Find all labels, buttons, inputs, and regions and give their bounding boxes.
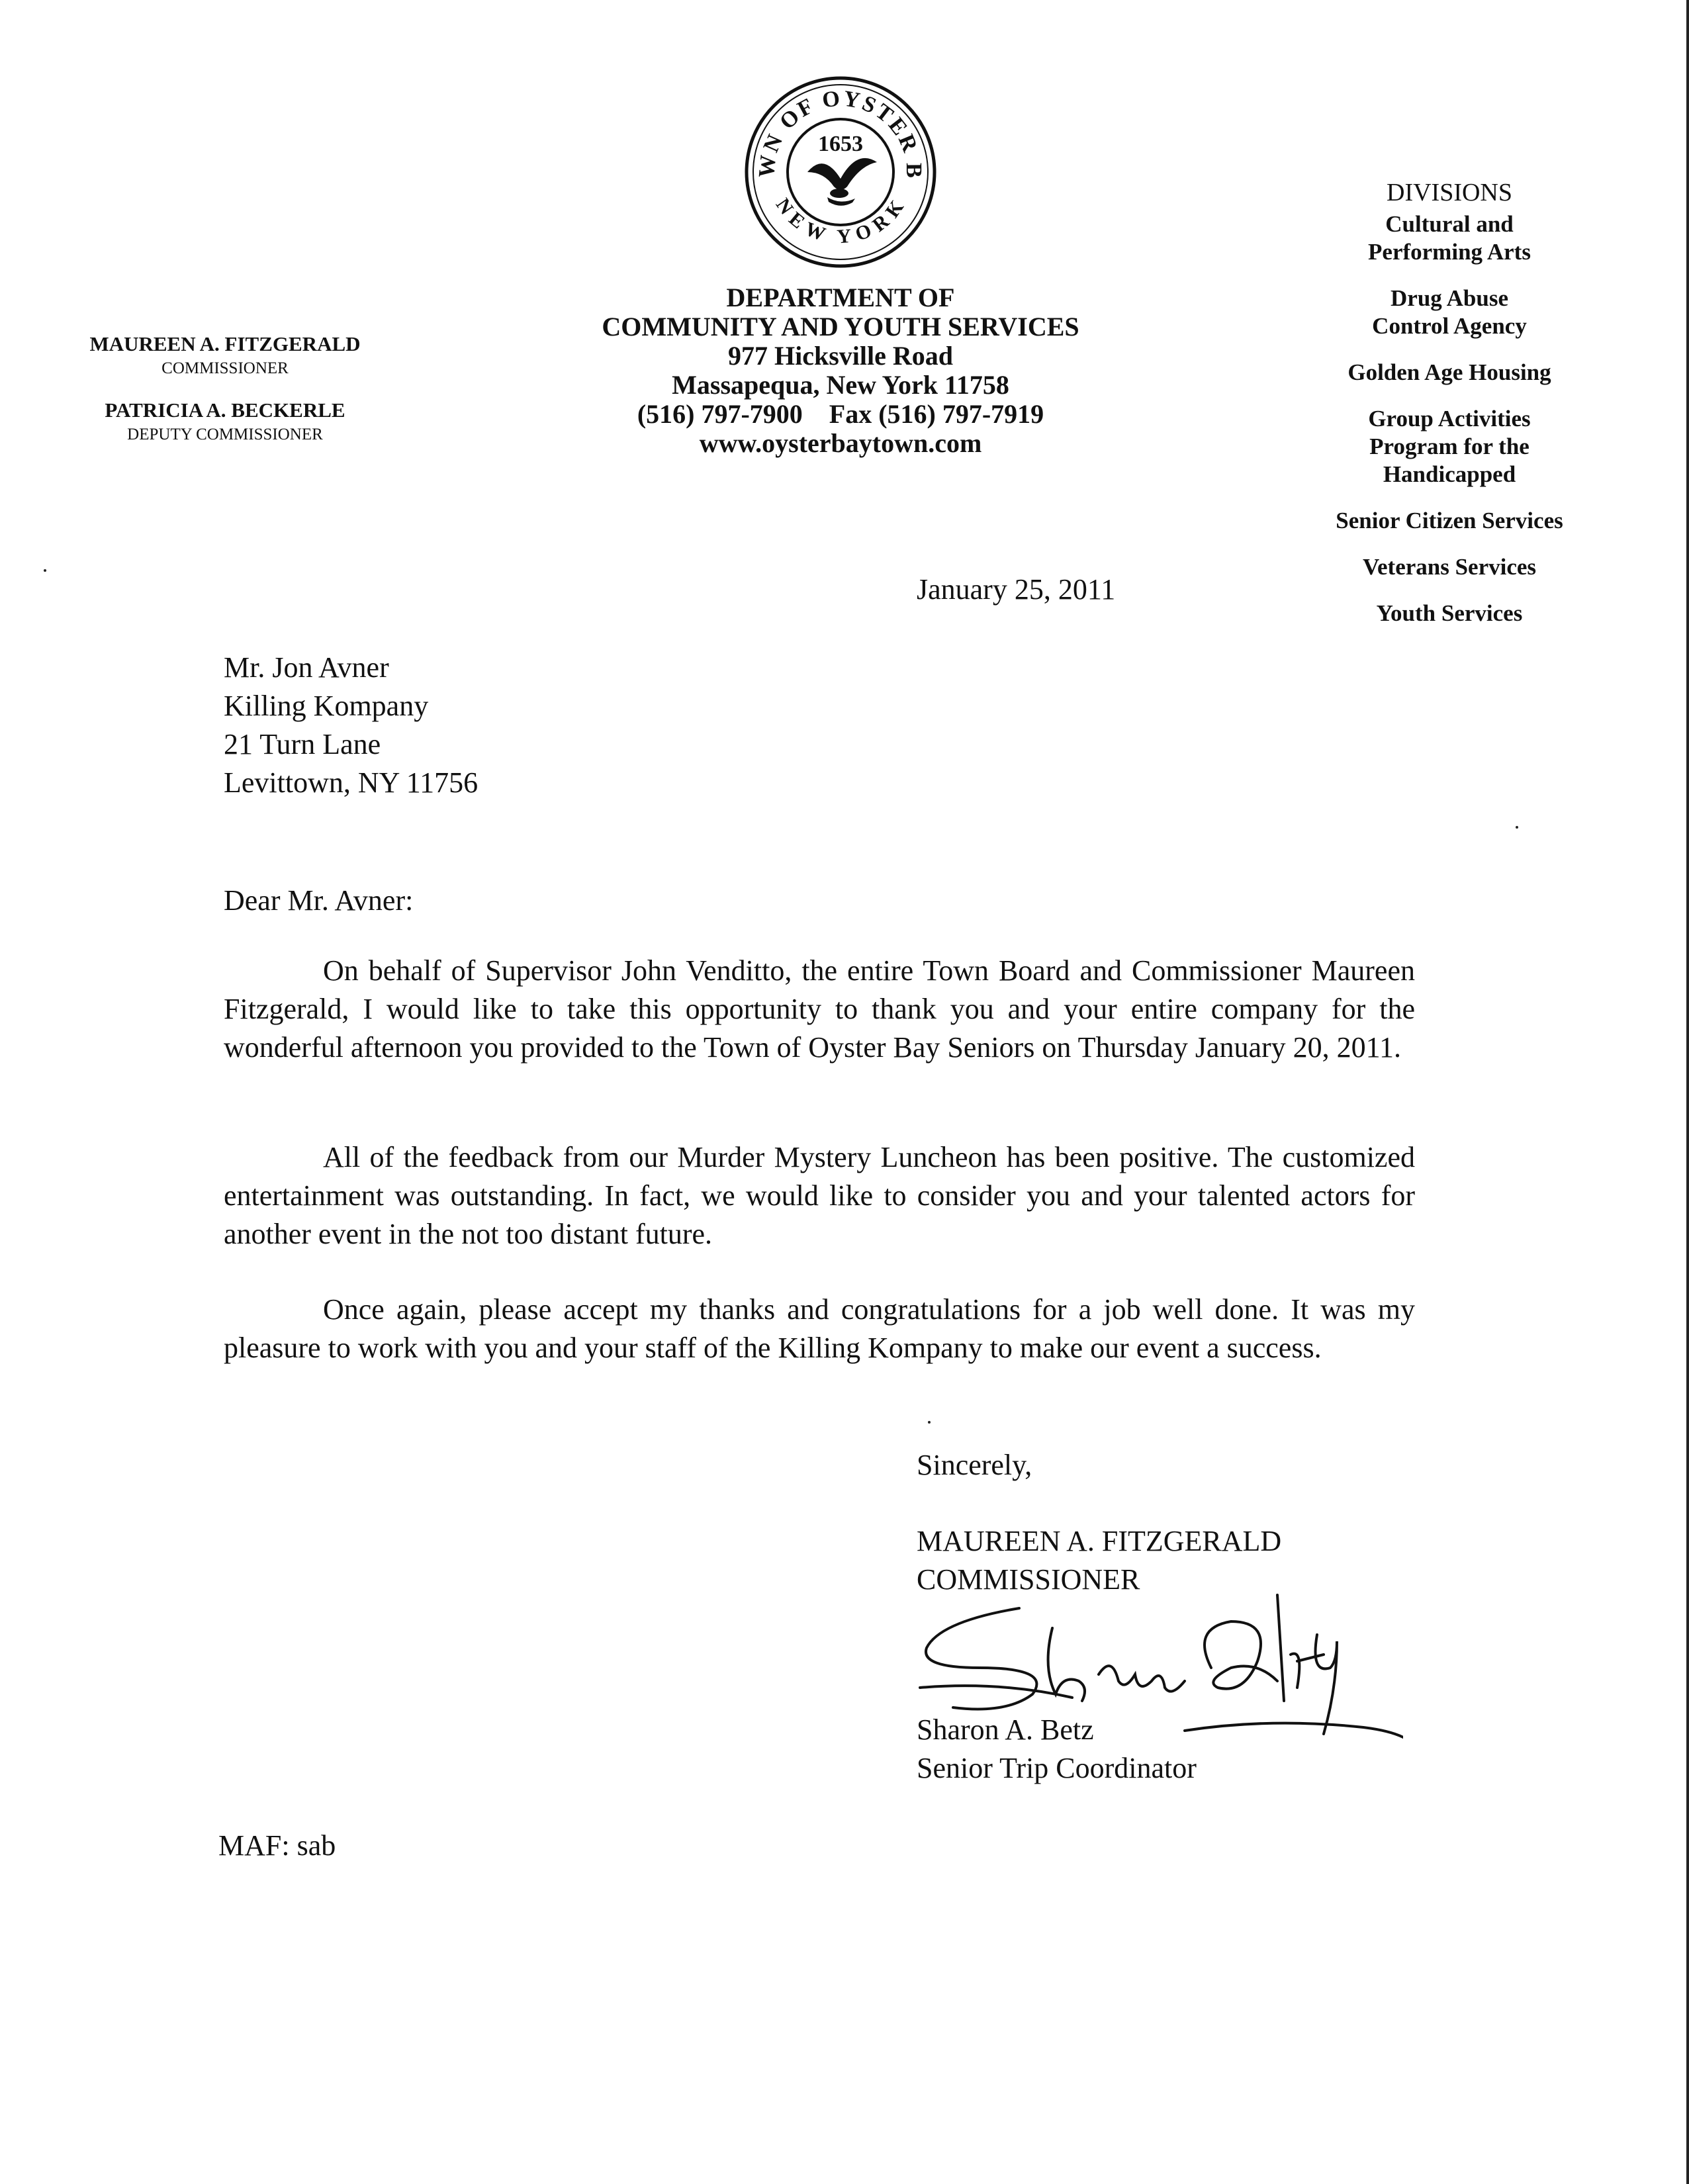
sign-name: MAUREEN A. FITZGERALD <box>917 1525 1282 1557</box>
dept-city: Massapequa, New York 11758 <box>672 370 1009 400</box>
seal-ring-top: WN OF OYSTER B <box>754 86 927 180</box>
division-cultural-1: Cultural and <box>1385 211 1514 237</box>
division-cultural-2: Performing Arts <box>1368 239 1531 265</box>
recipient-line: 21 Turn Lane <box>224 728 381 760</box>
dept-line2: COMMUNITY AND YOUTH SERVICES <box>602 312 1079 341</box>
division-golden-age: Golden Age Housing <box>1347 359 1551 385</box>
division-drug-2: Control Agency <box>1372 313 1527 339</box>
dept-street: 977 Hicksville Road <box>727 341 954 371</box>
recipient-line: Killing Kompany <box>224 690 429 722</box>
scan-speck <box>928 1421 931 1424</box>
division-veterans: Veterans Services <box>1362 554 1537 580</box>
sign-title: COMMISSIONER <box>917 1563 1140 1596</box>
body-paragraph <box>224 1291 1415 1367</box>
body-paragraph <box>224 1138 1415 1253</box>
commissioner-title: COMMISSIONER <box>161 359 289 377</box>
scan-speck <box>1516 826 1518 829</box>
paragraph-text: On behalf of Supervisor John Venditto, the entire Town Board and Commissioner Maureen Fitzgerald, I would like to take this opportunity to thank you and your entire company for the wonderful afternoon you provided to the Town of Oyster Bay Seniors on Thursday January 20, 2011. <box>224 954 1415 1064</box>
division-group-2: Program for the <box>1369 433 1529 459</box>
svg-text:TOWN OF OYSTER BAY <box>741 73 926 180</box>
recipient-address <box>224 649 478 802</box>
reference-initials: MAF: sab <box>218 1829 336 1862</box>
seal-ring-bottom: NEW YORK <box>771 194 910 248</box>
officers-block <box>26 331 424 446</box>
division-group-1: Group Activities <box>1368 406 1531 432</box>
letter-date: January 25, 2011 <box>917 573 1116 606</box>
signer-block <box>917 1711 1197 1788</box>
town-seal <box>741 73 940 271</box>
seagull-icon <box>807 158 877 206</box>
division-group-3: Handicapped <box>1383 461 1516 487</box>
body-paragraph <box>224 952 1415 1067</box>
recipient-line: Levittown, NY 11756 <box>224 766 479 799</box>
salutation: Dear Mr. Avner: <box>224 884 414 917</box>
department-header <box>543 283 1138 458</box>
scan-edge <box>1686 0 1689 2184</box>
closing: Sincerely, <box>917 1449 1032 1481</box>
commissioner-name: MAUREEN A. FITZGERALD <box>89 332 361 355</box>
paragraph-text: All of the feedback from our Murder Mystery Luncheon has been positive. The customized entertainment was outstanding. In fact, we would like to consider you and your talented actors for another event in the not too distant future. <box>224 1141 1415 1250</box>
dept-website: www.oysterbaytown.com <box>699 428 982 458</box>
signer-title: Senior Trip Coordinator <box>917 1752 1197 1784</box>
divisions-heading: DIVISIONS <box>1387 179 1512 206</box>
seal-year: 1653 <box>818 132 863 156</box>
paragraph-text: Once again, please accept my thanks and congratulations for a job well done. It was my pleasure to work with you and your staff of the Killing Kompany to make our event a success. <box>224 1293 1415 1364</box>
deputy-name: PATRICIA A. BECKERLE <box>105 398 345 422</box>
signer-name: Sharon A. Betz <box>917 1713 1094 1746</box>
division-drug-1: Drug Abuse <box>1391 285 1508 311</box>
deputy-title: DEPUTY COMMISSIONER <box>127 426 323 443</box>
dept-line1: DEPARTMENT OF <box>726 283 955 312</box>
division-youth: Youth Services <box>1376 600 1523 626</box>
dept-phones: (516) 797-7900 Fax (516) 797-7919 <box>637 399 1044 429</box>
recipient-line: Mr. Jon Avner <box>224 651 389 684</box>
divisions-list <box>1284 179 1615 627</box>
scan-speck <box>44 569 46 572</box>
division-senior: Senior Citizen Services <box>1336 508 1563 533</box>
